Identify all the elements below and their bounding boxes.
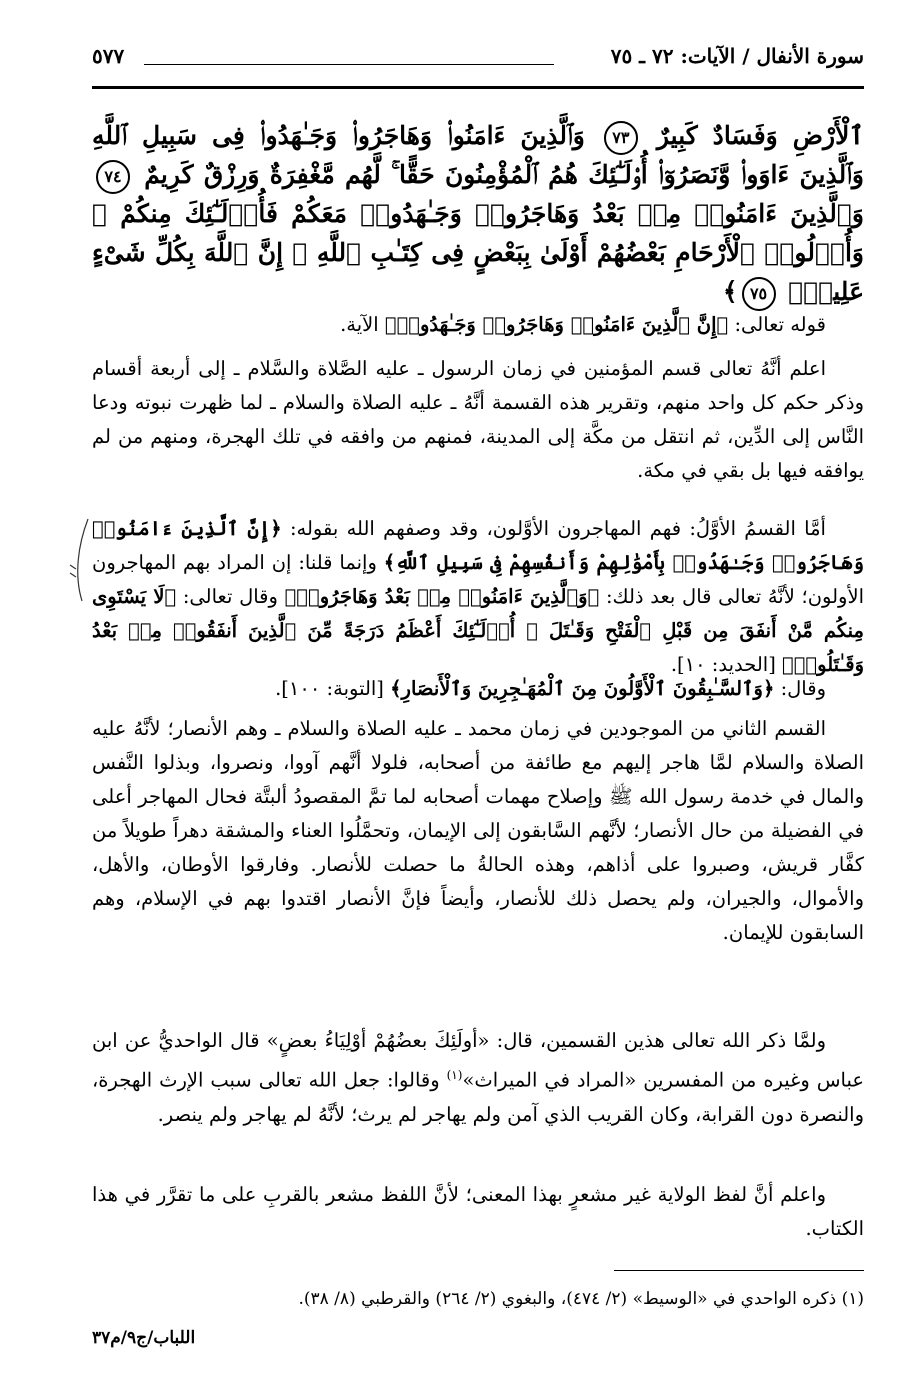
- text-run: أمَّا القسمُ الأوَّلُ: فهم المهاجرون الأوَّلون، وقد وصفهم الله بقوله:: [281, 517, 826, 540]
- verse-marker-73: ٧٣: [604, 121, 638, 155]
- text-run: ولمَّا ذكر الله تعالى هذين القسمين، قال: «أولَئِكَ بعضُهُمْ أوْلِيَاءُ بعضٍ» قال الواحديُّ عن ابن عباس وغيره من المفسرين «المراد في الميراث»: [92, 1029, 864, 1092]
- paragraph-wilaya: [92, 1178, 864, 1246]
- verse-marker-75: ٧٥: [742, 277, 776, 311]
- footnote: (١) ذكره الواحدي في «الوسيط» (٢/ ٤٧٤)، والبغوي (٢/ ٢٦٤) والقرطبي (٨/ ٣٨).: [298, 1289, 864, 1309]
- running-header: [92, 42, 864, 82]
- verse-marker-74: ٧٤: [96, 160, 130, 194]
- paragraph-second-section: [92, 712, 864, 950]
- text-run: القسم الثاني من الموجودين في زمان محمد ـ عليه الصلاة والسلام ـ وهم الأنصار؛ لأنَّهُ عليه الصلاة والسلام لمَّا هاجر إليهم مع طائفة من أصحابه، فلولا أنَّهم آووا، ونصروا، وبذلوا النَّفس والمال في خدمة رسول الله ﷺ وإصلاح مهمات أصحابه لما تمَّ المقصودُ ألبتَّة فحال المهاجر أعلى في الفضيلة من حال الأنصار؛ لأنَّهم السَّابقون إلى الإيمان، وتحمَّلُوا العناء والمشقة دهراً طويلاً من كفَّار قريش، وصبروا على أذاهم، وهذه الحالةُ ما حصلت للأنصار. وفارقوا الأوطان، والأهل، والأموال، والجيران، ولم يحصل ذلك للأنصار، وأيضاً فإنَّ الأنصار اقتدوا بهم في الإسلام، وهم السابقون للإيمان.: [92, 717, 864, 944]
- paragraph-qawluhu: [92, 308, 864, 342]
- header-dash-line: [144, 64, 554, 65]
- text-run: وقال تعالى:: [176, 585, 285, 608]
- quran-verses: [92, 116, 864, 311]
- text-run: وقال:: [774, 677, 826, 700]
- paragraph-intro: [92, 352, 864, 488]
- verse-text-1: ٱلْأَرْضِ وَفَسَادٌ كَبِيرٌ: [656, 121, 864, 150]
- signature-mark: اللباب/ج٩/م٣٧: [92, 1328, 196, 1348]
- text-run: [التوبة: ١٠٠].: [275, 677, 391, 700]
- paragraph-first-section: [92, 512, 864, 682]
- footnote-ref[interactable]: (١): [446, 1068, 463, 1082]
- paragraph-tawba: [92, 672, 864, 706]
- text-run: واعلم أنَّ لفظ الولاية غير مشعرٍ بهذا المعنى؛ لأنَّ اللفظ مشعر بالقربِ على ما تقرَّر في هذا الكتاب.: [92, 1183, 864, 1240]
- quran-quote: ﴿إِنَّ ٱلَّذِينَ ءَامَنُوا۟ وَهَاجَرُوا۟ وَجَـٰهَدُوا۟﴾: [384, 313, 729, 336]
- quran-quote: ﴿إِنَّ ٱلَّذِينَ ءَامَنُوا۟ وَهَاجَرُوا۟ وَجَـٰهَدُوا۟ بِأَمْوَٰلِهِمْ وَأَنفُسِهِمْ فِى سَبِيلِ ٱللَّهِ﴾: [92, 517, 864, 574]
- text-run: قوله تعالى:: [728, 313, 826, 336]
- header-rule: [92, 86, 864, 89]
- quran-quote: ﴿لَا يَسْتَوِى مِنكُم مَّنْ أَنفَقَ مِن قَبْلِ ٱلْفَتْحِ وَقَـٰتَلَ ۚ أُو۟لَـٰٓئِكَ أَعْظَمُ دَرَجَةً مِّنَ ٱلَّذِينَ أَنفَقُوا۟ مِنۢ بَعْدُ وَقَـٰتَلُوا۟﴾: [92, 585, 864, 676]
- text-run: [الحديد: ١٠].: [670, 653, 783, 676]
- quran-close-bracket: ﴾: [722, 277, 738, 306]
- quran-quote: ﴿وَٱلَّذِينَ ءَامَنُوا۟ مِنۢ بَعْدُ وَهَاجَرُوا۟﴾: [284, 585, 600, 608]
- margin-pencil-mark: [60, 515, 96, 605]
- text-run: الآية.: [340, 313, 385, 336]
- footnote-rule: [614, 1270, 864, 1271]
- quran-quote: ﴿وَٱلسَّـٰبِقُونَ ٱلْأَوَّلُونَ مِنَ ٱلْمُهَـٰجِرِينَ وَٱلْأَنصَارِ﴾: [390, 677, 775, 700]
- paragraph-wahidi: [92, 1024, 864, 1132]
- text-run: اعلم أنَّهُ تعالى قسم المؤمنين في زمان الرسول ـ عليه الصَّلاة والسَّلام ـ إلى أربعة أقسام وذكر حكم كل واحد منهم، وتقرير هذه القسمة أنَّهُ ـ عليه الصلاة والسلام ـ لما ظهرت نبوته ودعا النَّاس إلى الدِّين، ثم انتقل من مكَّة إلى المدينة، فمنهم من وافقه في تلك الهجرة، ومنهم من لم يوافقه فيها بل بقي في مكة.: [92, 357, 864, 482]
- verse-text-3: وَٱلَّذِينَ ءَامَنُوا۟ مِنۢ بَعْدُ وَهَاجَرُوا۟ وَجَـٰهَدُوا۟ مَعَكُمْ فَأُو۟لَـٰٓئِكَ مِنكُمْ ۚ وَأُو۟لُوا۟ ٱلْأَرْحَامِ بَعْضُهُمْ أَوْلَىٰ بِبَعْضٍ فِى كِتَـٰبِ ٱللَّهِ ۗ إِنَّ ٱللَّهَ بِكُلِّ شَىْءٍ عَلِيمٌۢ: [92, 199, 864, 306]
- verse-text-2: وَٱلَّذِينَ ءَامَنُوا۟ وَهَاجَرُوا۟ وَجَـٰهَدُوا۟ فِى سَبِيلِ ٱللَّهِ وَٱلَّذِينَ ءَاوَوا۟ وَّنَصَرُوٓا۟ أُو۟لَـٰٓئِكَ هُمُ ٱلْمُؤْمِنُونَ حَقًّا ۚ لَّهُم مَّغْفِرَةٌ وَرِزْقٌ كَرِيمٌ: [92, 121, 864, 189]
- header-title: سورة الأنفال / الآيات: ٧٢ ـ ٧٥: [610, 44, 864, 68]
- text-run: وإنما قلنا: إن المراد بهم المهاجرون الأولون؛ لأنَّهُ تعالى قال بعد ذلك:: [92, 551, 864, 608]
- text-run: وقالوا: جعل الله تعالى سبب الإرث الهجرة، والنصرة دون القرابة، وكان القريب الذي آمن ولم يهاجر لم يرث؛ لأنَّهُ لم يهاجر ولم ينصر.: [92, 1068, 864, 1126]
- page-number: ٥٧٧: [92, 44, 125, 68]
